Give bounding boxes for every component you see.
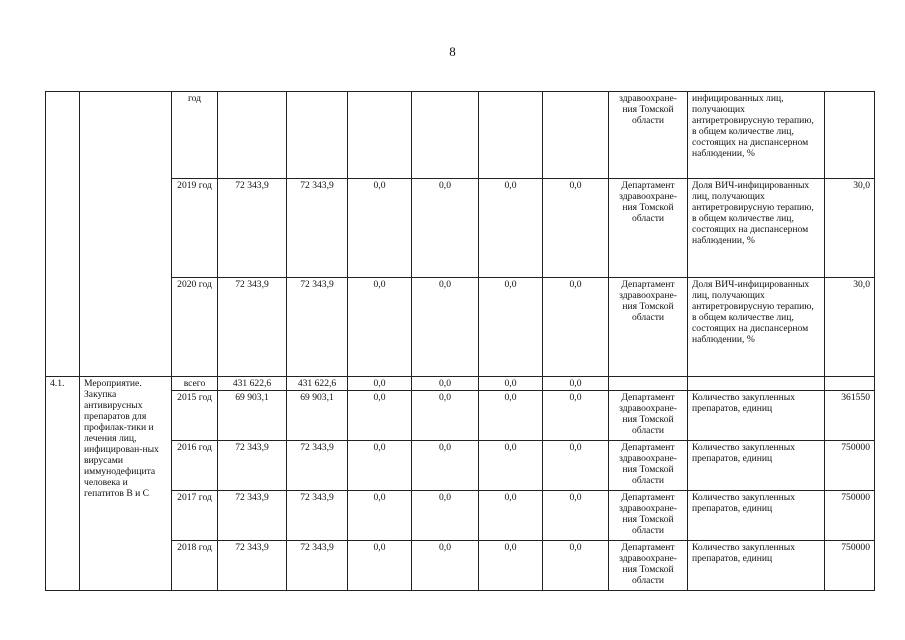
budget-cell: 0,0: [412, 377, 479, 391]
target-cell: 30,0: [825, 179, 875, 278]
indicator-cell: Количество закупленных препаратов, единиц: [688, 491, 825, 541]
total-cell: 431 622,6: [218, 377, 287, 391]
target-cell: 30,0: [825, 278, 875, 377]
executor-cell: Департамент здравоохране-ния Томской области: [609, 391, 688, 441]
indicator-cell: инфицированных лиц, получающих антиретровирусную терапию, в общем количестве лиц, состоящих на диспансерном наблюдении, %: [688, 92, 825, 179]
budget-cell: 0,0: [543, 179, 609, 278]
page-number: 8: [449, 44, 456, 59]
year-cell: год: [172, 92, 218, 179]
federal-cell: 72 343,9: [287, 491, 348, 541]
target-cell: 750000: [825, 491, 875, 541]
program-table: [45, 91, 875, 591]
indicator-cell: Количество закупленных препаратов, единиц: [688, 541, 825, 591]
executor-cell: Департамент здравоохране-ния Томской области: [609, 491, 688, 541]
target-cell: [825, 92, 875, 179]
indicator-cell: Количество закупленных препаратов, единиц: [688, 391, 825, 441]
budget-cell: 0,0: [543, 541, 609, 591]
year-cell: 2020 год: [172, 278, 218, 377]
total-cell: 72 343,9: [218, 179, 287, 278]
budget-cell: 0,0: [412, 278, 479, 377]
year-cell: всего: [172, 377, 218, 391]
target-cell: 361550: [825, 391, 875, 441]
federal-cell: 72 343,9: [287, 179, 348, 278]
budget-cell: 0,0: [479, 541, 543, 591]
budget-cell: 0,0: [412, 391, 479, 441]
budget-cell: 0,0: [412, 491, 479, 541]
federal-cell: 72 343,9: [287, 541, 348, 591]
item-name-cell: Мероприятие. Закупка антивирусных препаратов для профилак-тики и лечения лиц, инфицирован-ных вирусами иммунодефицита человека и гепатитов В и С: [80, 377, 172, 591]
budget-cell: 0,0: [348, 278, 412, 377]
budget-cell: 0,0: [543, 491, 609, 541]
federal-cell: [287, 92, 348, 179]
budget-cell: [479, 92, 543, 179]
budget-cell: 0,0: [412, 441, 479, 491]
table-row: [46, 92, 875, 179]
budget-cell: 0,0: [543, 278, 609, 377]
item-number-cell: 4.1.: [46, 377, 80, 591]
budget-cell: 0,0: [348, 377, 412, 391]
budget-cell: [412, 92, 479, 179]
total-cell: 69 903,1: [218, 391, 287, 441]
budget-cell: 0,0: [543, 391, 609, 441]
budget-cell: 0,0: [348, 441, 412, 491]
item-number-cell: [46, 92, 80, 377]
budget-cell: 0,0: [348, 491, 412, 541]
federal-cell: 431 622,6: [287, 377, 348, 391]
total-cell: [218, 92, 287, 179]
indicator-cell: Количество закупленных препаратов, единиц: [688, 441, 825, 491]
budget-cell: 0,0: [348, 541, 412, 591]
budget-cell: 0,0: [479, 377, 543, 391]
total-cell: 72 343,9: [218, 278, 287, 377]
executor-cell: Департамент здравоохране-ния Томской области: [609, 179, 688, 278]
executor-cell: Департамент здравоохране-ния Томской области: [609, 541, 688, 591]
indicator-cell: Доля ВИЧ-инфицированных лиц, получающих антиретровирусную терапию, в общем количестве лиц, состоящих на диспансерном наблюдении, %: [688, 278, 825, 377]
target-cell: 750000: [825, 541, 875, 591]
budget-cell: 0,0: [412, 541, 479, 591]
budget-cell: 0,0: [543, 441, 609, 491]
year-cell: 2015 год: [172, 391, 218, 441]
budget-cell: 0,0: [479, 491, 543, 541]
year-cell: 2018 год: [172, 541, 218, 591]
federal-cell: 72 343,9: [287, 441, 348, 491]
budget-cell: 0,0: [348, 179, 412, 278]
budget-cell: 0,0: [479, 391, 543, 441]
table-row: [46, 377, 875, 391]
year-cell: 2016 год: [172, 441, 218, 491]
total-cell: 72 343,9: [218, 441, 287, 491]
budget-cell: 0,0: [479, 179, 543, 278]
executor-cell: [609, 377, 688, 391]
budget-cell: [348, 92, 412, 179]
total-cell: 72 343,9: [218, 541, 287, 591]
budget-cell: 0,0: [412, 179, 479, 278]
indicator-cell: [688, 377, 825, 391]
year-cell: 2019 год: [172, 179, 218, 278]
item-name-cell: [80, 92, 172, 377]
executor-cell: Департамент здравоохране-ния Томской области: [609, 441, 688, 491]
budget-cell: 0,0: [543, 377, 609, 391]
budget-cell: 0,0: [479, 278, 543, 377]
federal-cell: 69 903,1: [287, 391, 348, 441]
target-cell: [825, 377, 875, 391]
budget-cell: 0,0: [479, 441, 543, 491]
indicator-cell: Доля ВИЧ-инфицированных лиц, получающих антиретровирусную терапию, в общем количестве лиц, состоящих на диспансерном наблюдении, %: [688, 179, 825, 278]
target-cell: 750000: [825, 441, 875, 491]
year-cell: 2017 год: [172, 491, 218, 541]
budget-cell: [543, 92, 609, 179]
executor-cell: Департамент здравоохране-ния Томской области: [609, 278, 688, 377]
budget-cell: 0,0: [348, 391, 412, 441]
total-cell: 72 343,9: [218, 491, 287, 541]
executor-cell: здравоохране-ния Томской области: [609, 92, 688, 179]
federal-cell: 72 343,9: [287, 278, 348, 377]
